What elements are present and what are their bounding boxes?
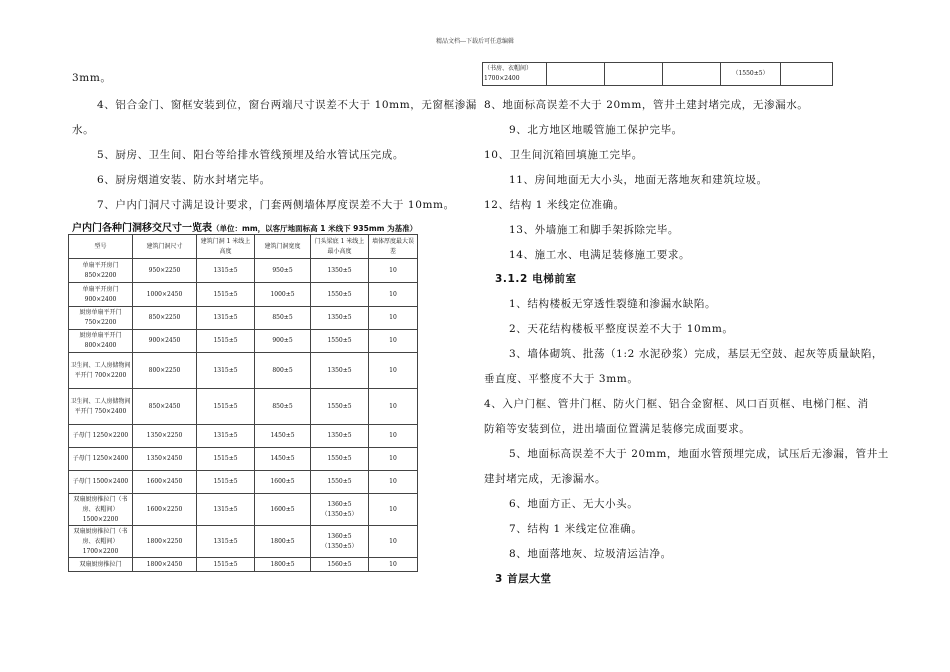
table-row (69, 425, 418, 448)
text-line: 8、地面标高误差不大于 20mm，管井土建封堵完成，无渗漏水。 (484, 99, 809, 111)
table-cell: 850±5 (255, 389, 311, 425)
table-row (483, 63, 833, 86)
table-cell: 10 (369, 558, 418, 572)
table-cell: 1315±5 (197, 425, 255, 448)
table-cell: 卫生间、工人房储物间平开门 700×2200 (69, 353, 133, 389)
table-title-note: （单位：mm，以客厅地面标高 1 米线下 935mm 为基准） (212, 224, 418, 233)
table-cell: 1515±5 (197, 283, 255, 307)
table-header-cell: 建筑门洞 1 米线上高度 (197, 235, 255, 259)
table-cell: 单扇平开房门 850×2200 (69, 259, 133, 283)
text-line: 5、地面标高误差不大于 20mm，地面水管预埋完成，试压后无渗漏，管井土 (509, 448, 889, 460)
text-line: 6、地面方正、无大小头。 (509, 498, 639, 510)
table-row (69, 526, 418, 558)
text-line: 4、入户门框、管井门框、防火门框、铝合金窗框、风口百页框、电梯门框、消 (484, 398, 869, 410)
table-cell: 1350±5 (311, 307, 369, 330)
table-header-cell: 建筑门洞尺寸 (133, 235, 197, 259)
table-cell: 1315±5 (197, 353, 255, 389)
table-cell: 850×2450 (133, 389, 197, 425)
text-line: 1、结构楼板无穿透性裂缝和渗漏水缺陷。 (509, 298, 717, 310)
text-line: 7、结构 1 米线定位准确。 (509, 523, 643, 535)
table-cell: 1800×2250 (133, 526, 197, 558)
table-row (69, 330, 418, 353)
table-cell: 10 (369, 389, 418, 425)
table-cell: 1000×2450 (133, 283, 197, 307)
text-line: 9、北方地区地暖管施工保护完毕。 (509, 124, 683, 136)
table-cell: 1550±5 (311, 330, 369, 353)
text-line: 防箱等安装到位，进出墙面位置满足装修完成面要求。 (484, 423, 751, 435)
text-line: 12、结构 1 米线定位准确。 (484, 199, 625, 211)
door-dimension-table (68, 234, 418, 572)
table-cell: 1315±5 (197, 494, 255, 526)
table-cell: 1550±5 (311, 471, 369, 494)
table-row (69, 494, 418, 526)
table-cell: 厨房单扇平开门 750×2200 (69, 307, 133, 330)
table-row (69, 558, 418, 572)
table-cell: 1600×2450 (133, 471, 197, 494)
table-cell: （1550±5） (721, 63, 781, 86)
table-cell: 950±5 (255, 259, 311, 283)
table-row (69, 259, 418, 283)
table-cell: 10 (369, 471, 418, 494)
table-cell: 1350±5 (311, 259, 369, 283)
text-line: 4、铝合金门、窗框安装到位，窗台两端尺寸误差不大于 10mm，无窗框渗漏 (97, 99, 477, 111)
table-cell: 1800±5 (255, 558, 311, 572)
table-row (69, 307, 418, 330)
table-header-cell: 墙体厚度最大误差 (369, 235, 418, 259)
table-cell (547, 63, 605, 86)
text-line: 2、天花结构楼板平整度误差不大于 10mm。 (509, 323, 734, 335)
table-cell: 双扇厨房推拉门（书房、衣帽间）1700×2200 (69, 526, 133, 558)
table-cell: 1350×2250 (133, 425, 197, 448)
table-cell: 1560±5 (311, 558, 369, 572)
table-cell: 1600±5 (255, 494, 311, 526)
table-cell: 1450±5 (255, 425, 311, 448)
table-title-text: 户内门各种门洞移交尺寸一览表 (72, 223, 212, 234)
table-cell: 1515±5 (197, 471, 255, 494)
table-cell: 1315±5 (197, 526, 255, 558)
section-heading: 3 首层大堂 (495, 573, 552, 585)
table-row (69, 353, 418, 389)
table-title (72, 219, 417, 234)
table-cell: 子母门 1250×2400 (69, 448, 133, 471)
table-cell: 1350×2450 (133, 448, 197, 471)
table-cell: 1350±5 (311, 425, 369, 448)
table-row (69, 448, 418, 471)
section-heading: 3.1.2 电梯前室 (495, 273, 577, 285)
table-cell: 1000±5 (255, 283, 311, 307)
table-cell: 10 (369, 353, 418, 389)
text-line: 垂直度、平整度不大于 3mm。 (484, 373, 639, 385)
table-cell: 1550±5 (311, 448, 369, 471)
text-line: 水。 (72, 124, 95, 136)
table-row (69, 471, 418, 494)
table-cell (663, 63, 721, 86)
table-header-cell: 型号 (69, 235, 133, 259)
table-cell: 1360±5（1350±5） (311, 494, 369, 526)
table-cell: 1515±5 (197, 448, 255, 471)
page-header: 精品文档---下载后可任意编辑 (435, 38, 515, 45)
table-cell: 1600×2250 (133, 494, 197, 526)
text-line: 11、房间地面无大小头，地面无落地灰和建筑垃圾。 (509, 174, 768, 186)
table-cell: 1600±5 (255, 471, 311, 494)
text-line: 3mm。 (72, 72, 112, 84)
table-cell: （书房、衣帽间）1700×2400 (483, 63, 547, 86)
table-cell: 10 (369, 330, 418, 353)
text-line: 6、厨房烟道安装、防水封堵完毕。 (97, 174, 271, 186)
table-cell: 950×2250 (133, 259, 197, 283)
table-header-cell: 建筑门洞宽度 (255, 235, 311, 259)
table-cell: 850×2250 (133, 307, 197, 330)
table-cell: 10 (369, 307, 418, 330)
table-cell: 卫生间、工人房储物间平开门 750×2400 (69, 389, 133, 425)
text-line: 10、卫生间沉箱回填施工完毕。 (484, 149, 643, 161)
table-continuation (482, 62, 833, 86)
table-cell: 1315±5 (197, 259, 255, 283)
table-cell: 1360±5（1350±5） (311, 526, 369, 558)
table-cell (781, 63, 833, 86)
table-header-cell: 门头梁底 1 米线上最小高度 (311, 235, 369, 259)
table-cell: 子母门 1250×2200 (69, 425, 133, 448)
text-line: 建封堵完成，无渗漏水。 (484, 473, 607, 485)
text-line: 7、户内门洞尺寸满足设计要求，门套两侧墙体厚度误差不大于 10mm。 (97, 199, 455, 211)
table-cell (605, 63, 663, 86)
table-cell: 1515±5 (197, 389, 255, 425)
table-header-row (69, 235, 418, 259)
text-line: 3、墙体砌筑、批荡（1:2 水泥砂浆）完成，基层无空鼓、起灰等质量缺陷， (509, 348, 884, 360)
table-cell: 900×2450 (133, 330, 197, 353)
table-cell: 1450±5 (255, 448, 311, 471)
table-cell: 1515±5 (197, 330, 255, 353)
text-line: 8、地面落地灰、垃圾清运洁净。 (509, 548, 672, 560)
table-cell: 双扇厨房推拉门（书房、衣帽间）1500×2200 (69, 494, 133, 526)
table-cell: 850±5 (255, 307, 311, 330)
table-cell: 900±5 (255, 330, 311, 353)
table-cell: 10 (369, 283, 418, 307)
table-cell: 子母门 1500×2400 (69, 471, 133, 494)
table-cell: 10 (369, 448, 418, 471)
table-cell: 1550±5 (311, 283, 369, 307)
table-cell: 800±5 (255, 353, 311, 389)
table-row (69, 283, 418, 307)
table-cell: 单扇平开房门 900×2400 (69, 283, 133, 307)
table-cell: 1315±5 (197, 307, 255, 330)
text-line: 13、外墙施工和脚手架拆除完毕。 (509, 224, 679, 236)
table-cell: 1550±5 (311, 389, 369, 425)
table-cell: 1350±5 (311, 353, 369, 389)
table-cell: 1800×2450 (133, 558, 197, 572)
text-line: 14、施工水、电满足装修施工要求。 (509, 249, 691, 261)
table-cell: 1800±5 (255, 526, 311, 558)
table-cell: 800×2250 (133, 353, 197, 389)
table-cell: 双扇厨房推拉门 (69, 558, 133, 572)
table-cell: 厨房单扇平开门 800×2400 (69, 330, 133, 353)
table-cell: 10 (369, 494, 418, 526)
table-row (69, 389, 418, 425)
table-cell: 10 (369, 526, 418, 558)
table-cell: 10 (369, 259, 418, 283)
table-cell: 1515±5 (197, 558, 255, 572)
text-line: 5、厨房、卫生间、阳台等给排水管线预埋及给水管试压完成。 (97, 149, 404, 161)
table-cell: 10 (369, 425, 418, 448)
